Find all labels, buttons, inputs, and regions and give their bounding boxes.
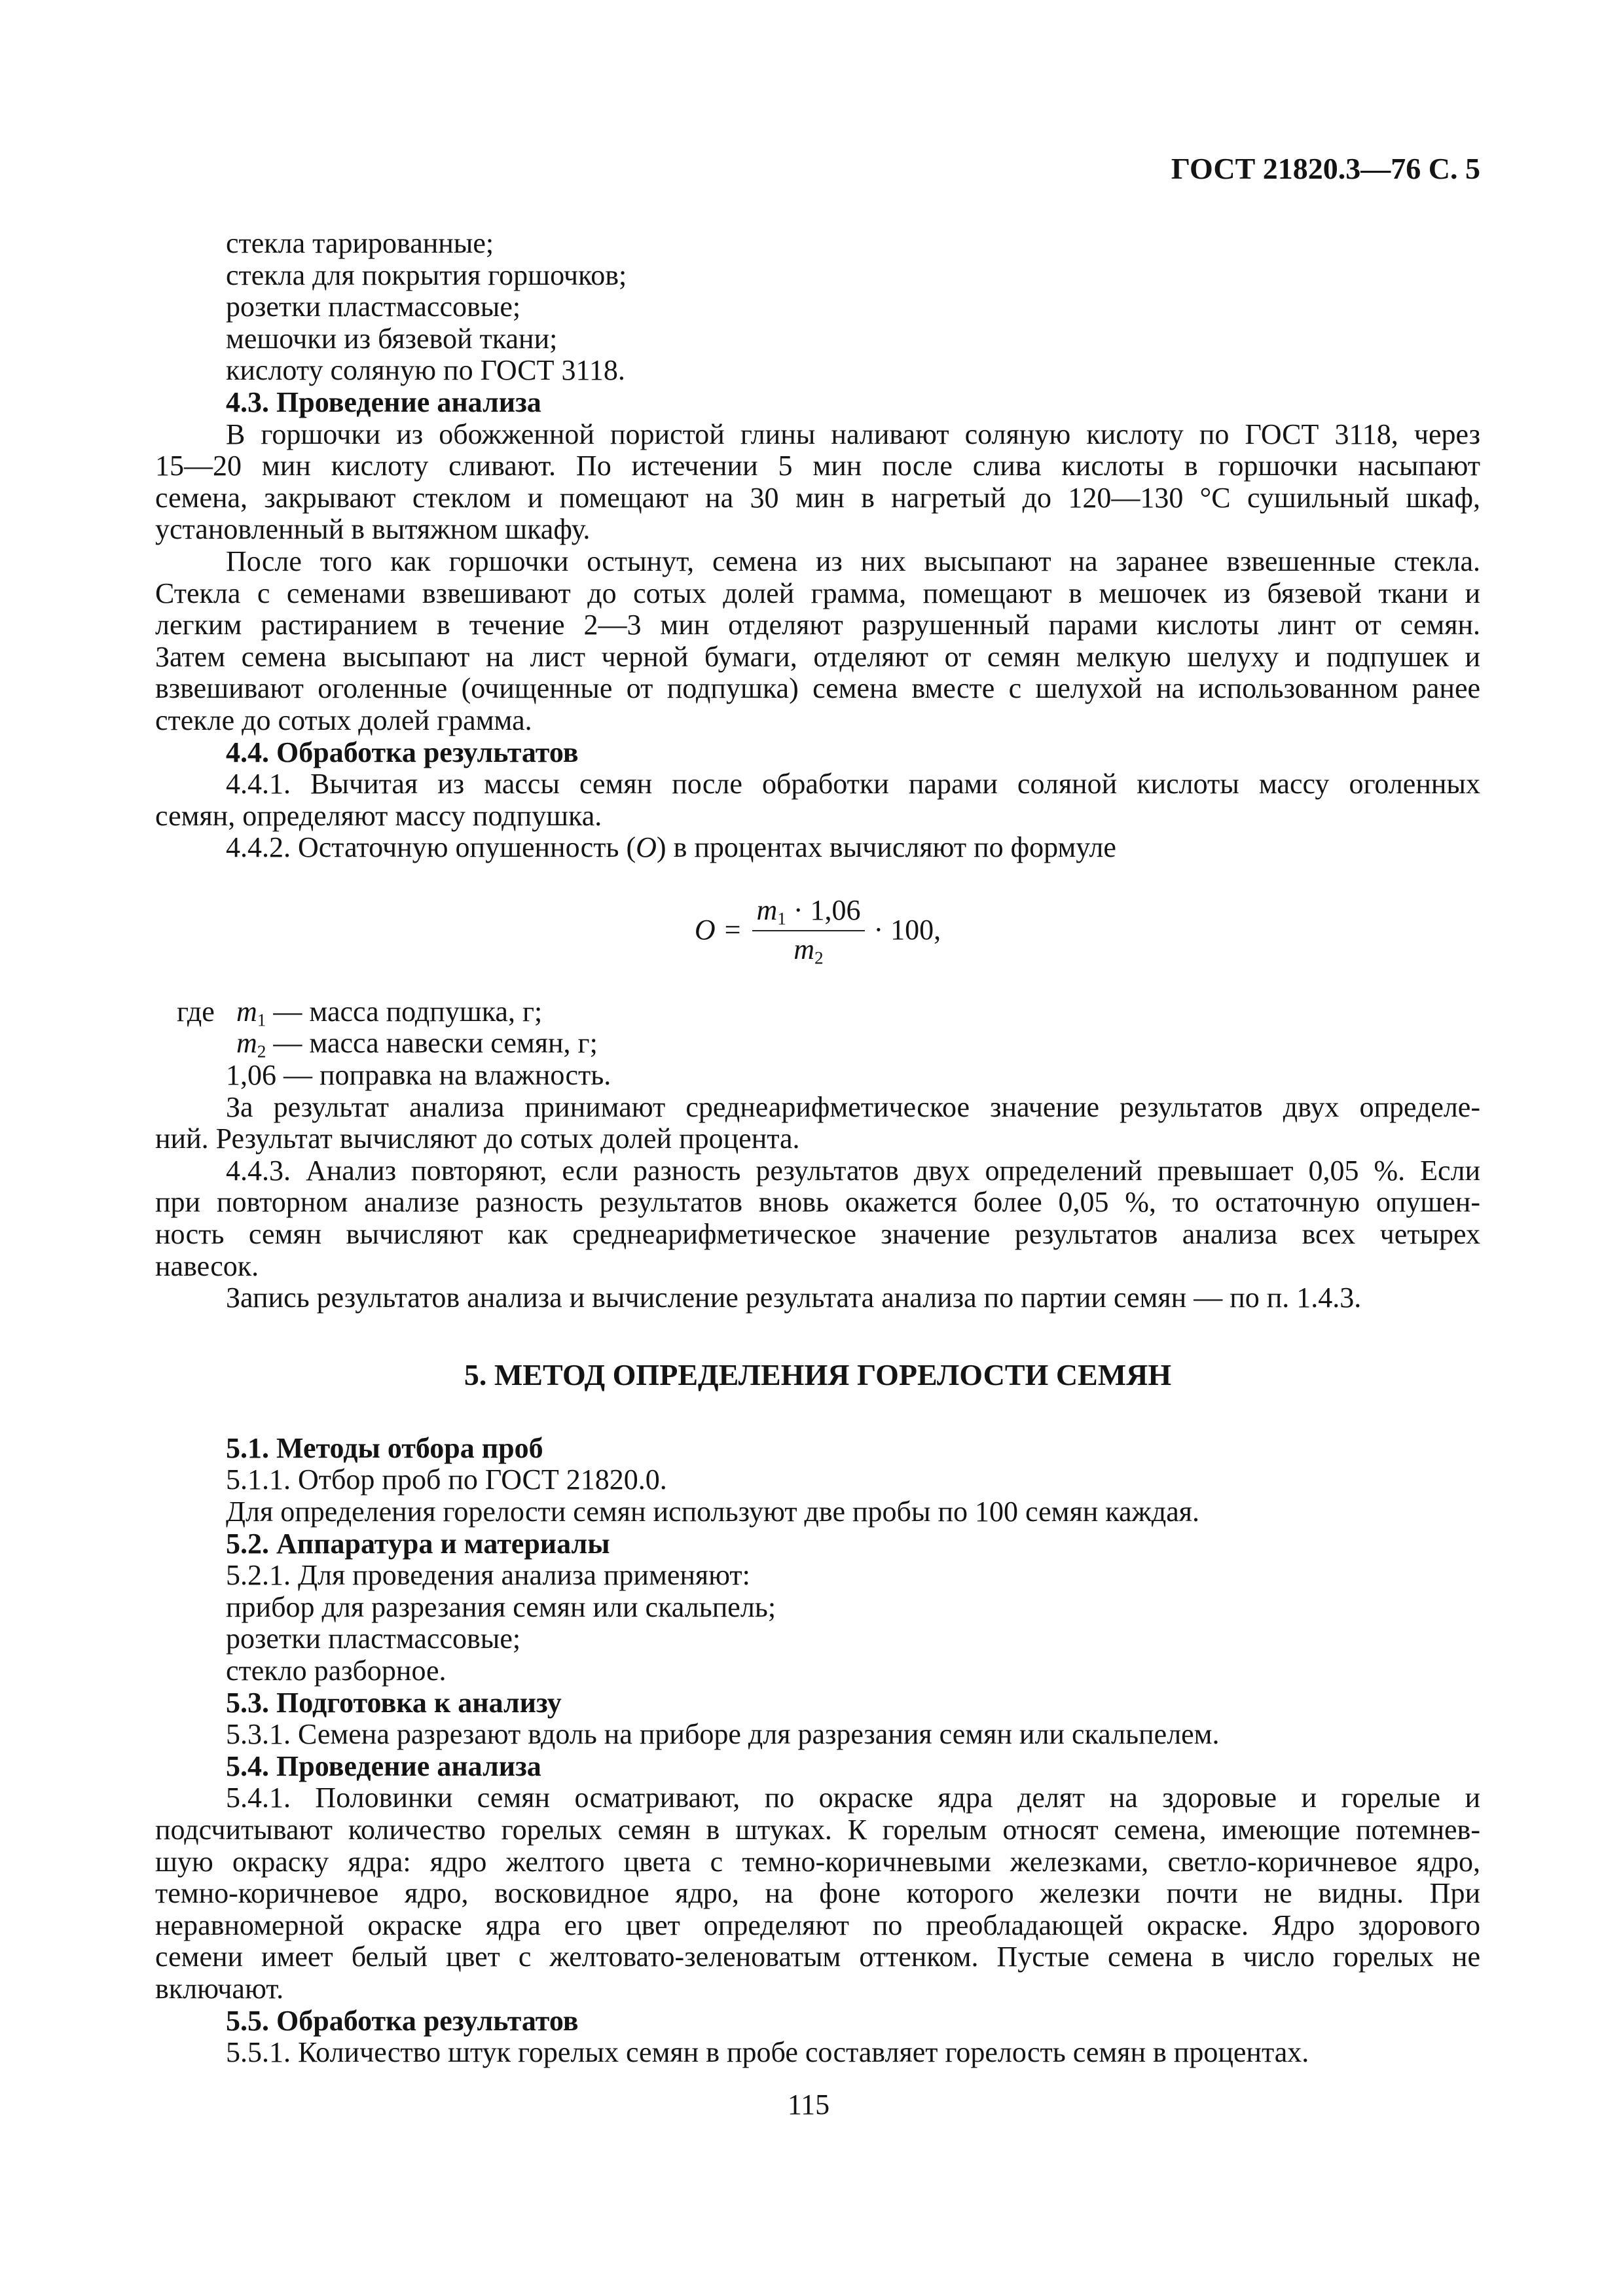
list-item: прибор для разрезания семян или скальпель; (226, 1590, 776, 1623)
paragraph-line: семена, закрывают стеклом и помещают на 30 мин в нагретый до 120—130 °С сушильный шкаф, (155, 481, 1480, 514)
formula-tail: · 100, (873, 913, 941, 946)
list-item: розетки пластмассовые; (226, 1623, 521, 1655)
list-item: стекла тарированные; (226, 227, 494, 259)
formula-numerator (752, 893, 864, 931)
paragraph-line: Стекла с семенами взвешивают до сотых долей грамма, помещают в мешочек из бязевой ткани и (155, 577, 1480, 609)
formula (155, 864, 1480, 996)
subscript: 1 (777, 908, 786, 929)
where-definition: — масса подпушка, г; (266, 995, 543, 1028)
var-m: m (793, 933, 815, 965)
symbol-o: O (636, 831, 657, 864)
section-heading-5-2: 5.2. Аппаратура и материалы (226, 1527, 610, 1560)
paragraph-line: при повторном анализе разность результатов вновь окажется более 0,05 %, то остаточную опушен- (155, 1186, 1480, 1219)
paragraph-line: 4.4.3. Анализ повторяют, если разность результатов двух определений превышает 0,05 %. Если (226, 1154, 1480, 1187)
paragraph-line: За результат анализа принимают среднеарифметическое значение результатов двух определе- (226, 1090, 1480, 1123)
subscript: 1 (257, 1010, 266, 1030)
paragraph-line: шую окраску ядра: ядро желтого цвета с темно-коричневыми железками, светло-коричневое ядро, (155, 1845, 1480, 1878)
paragraph-line: стекле до сотых долей грамма. (155, 704, 532, 736)
paragraph-line: Для определения горелости семян используют две пробы по 100 семян каждая. (226, 1496, 1200, 1528)
paragraph-line: 15—20 мин кислоту сливают. По истечении 5 мин после слива кислоты в горшочки насыпают (155, 450, 1480, 482)
var-m: m (236, 1027, 257, 1060)
list-item: мешочки из бязевой ткани; (226, 322, 558, 355)
paragraph-line: В горшочки из обожженной пористой глины наливают соляную кислоту по ГОСТ 3118, через (226, 418, 1480, 450)
paragraph-line: Запись результатов анализа и вычисление результата анализа по партии семян — по п. 1.4.3. (226, 1282, 1362, 1314)
paragraph-line: включают. (155, 1972, 284, 2005)
formula-fraction (752, 893, 864, 968)
section-heading-4-4: 4.4. Обработка результатов (226, 736, 579, 768)
section-heading-5-4: 5.4. Проведение анализа (226, 1749, 541, 1782)
list-item: кислоту соляную по ГОСТ 3118. (226, 354, 625, 387)
formula-lhs: O (694, 913, 716, 946)
numerator-rest: · 1,06 (786, 893, 861, 926)
paragraph-line: 5.4.1. Половинки семян осматривают, по окраске ядра делят на здоровые и горелые и (226, 1782, 1480, 1814)
section-heading-4-3: 4.3. Проведение анализа (226, 386, 541, 418)
formula-denominator (793, 931, 824, 968)
paragraph-line: 5.3.1. Семена разрезают вдоль на приборе для разрезания семян или скальпелем. (226, 1718, 1220, 1751)
paragraph-line: 4.4.1. Вычитая из массы семян после обработки парами соляной кислоты массу оголенных (226, 768, 1480, 800)
section-title-5: 5. МЕТОД ОПРЕДЕЛЕНИЯ ГОРЕЛОСТИ СЕМЯН (464, 1357, 1172, 1391)
subscript: 2 (257, 1042, 266, 1062)
where-line-coefficient: 1,06 — поправка на влажность. (226, 1059, 611, 1092)
paragraph-line: темно-коричневое ядро, восковидное ядро, на фоне которого железки почти не видны. При (155, 1877, 1480, 1910)
paragraph-line: семени имеет белый цвет с желтовато-зеленоватым оттенком. Пустые семена в число горелых не (155, 1941, 1480, 1973)
subscript: 2 (814, 948, 824, 968)
paragraph-line: навесок. (155, 1249, 259, 1282)
text-fragment: ) в процентах вычисляют по формуле (656, 831, 1116, 864)
paragraph-line: неравномерной окраске ядра его цвет определяют по преобладающей окраске. Ядро здорового (155, 1909, 1480, 1941)
running-header: ГОСТ 21820.3—76 С. 5 (1171, 152, 1480, 185)
paragraph-line: подсчитывают количество горелых семян в штуках. К горелым относят семена, имеющие потемнев- (155, 1813, 1480, 1846)
var-m: m (756, 893, 778, 926)
where-line-m2 (155, 1028, 1480, 1060)
paragraph-line: ность семян вычисляют как среднеарифметическое значение результатов анализа всех четырех (155, 1218, 1480, 1251)
list-item: стекла для покрытия горшочков; (226, 259, 627, 291)
section-heading-5-3: 5.3. Подготовка к анализу (226, 1686, 562, 1719)
text-fragment: 4.4.2. Остаточную опушенность ( (226, 831, 636, 864)
where-definition: — масса навески семян, г; (266, 1027, 598, 1060)
paragraph-line: 5.5.1. Количество штук горелых семян в пробе составляет горелость семян в процентах. (226, 2036, 1309, 2069)
paragraph-line-4-4-2 (155, 832, 1480, 864)
section-heading-5-1: 5.1. Методы отбора проб (226, 1431, 543, 1464)
paragraph-line: 5.1.1. Отбор проб по ГОСТ 21820.0. (226, 1463, 667, 1496)
paragraph-line: взвешивают оголенные (очищенные от подпушка) семена вместе с шелухой на использованном ранее (155, 672, 1480, 705)
paragraph-line: 5.2.1. Для проведения анализа применяют: (226, 1559, 750, 1592)
page-number: 115 (787, 2088, 830, 2121)
paragraph-line: легким растиранием в течение 2—3 мин отделяют разрушенный парами кислоты линт от семян. (155, 609, 1480, 641)
where-line-m1 (155, 996, 1480, 1028)
var-m: m (236, 995, 257, 1028)
list-item: стекло разборное. (226, 1654, 447, 1687)
page-body (155, 228, 1480, 2121)
list-item: розетки пластмассовые; (226, 291, 521, 323)
formula-equals: = (724, 913, 741, 946)
paragraph-line: После того как горшочки остынут, семена из них высыпают на заранее взвешенные стекла. (226, 545, 1480, 577)
paragraph-line: ний. Результат вычисляют до сотых долей процента. (155, 1122, 800, 1155)
where-intro: где (177, 995, 215, 1028)
paragraph-line: установленный в вытяжном шкафу. (155, 513, 591, 546)
paragraph-line: семян, определяют массу подпушка. (155, 799, 602, 832)
section-heading-5-5: 5.5. Обработка результатов (226, 2004, 579, 2037)
paragraph-line: Затем семена высыпают на лист черной бумаги, отделяют от семян мелкую шелуху и подпушек и (155, 640, 1480, 673)
